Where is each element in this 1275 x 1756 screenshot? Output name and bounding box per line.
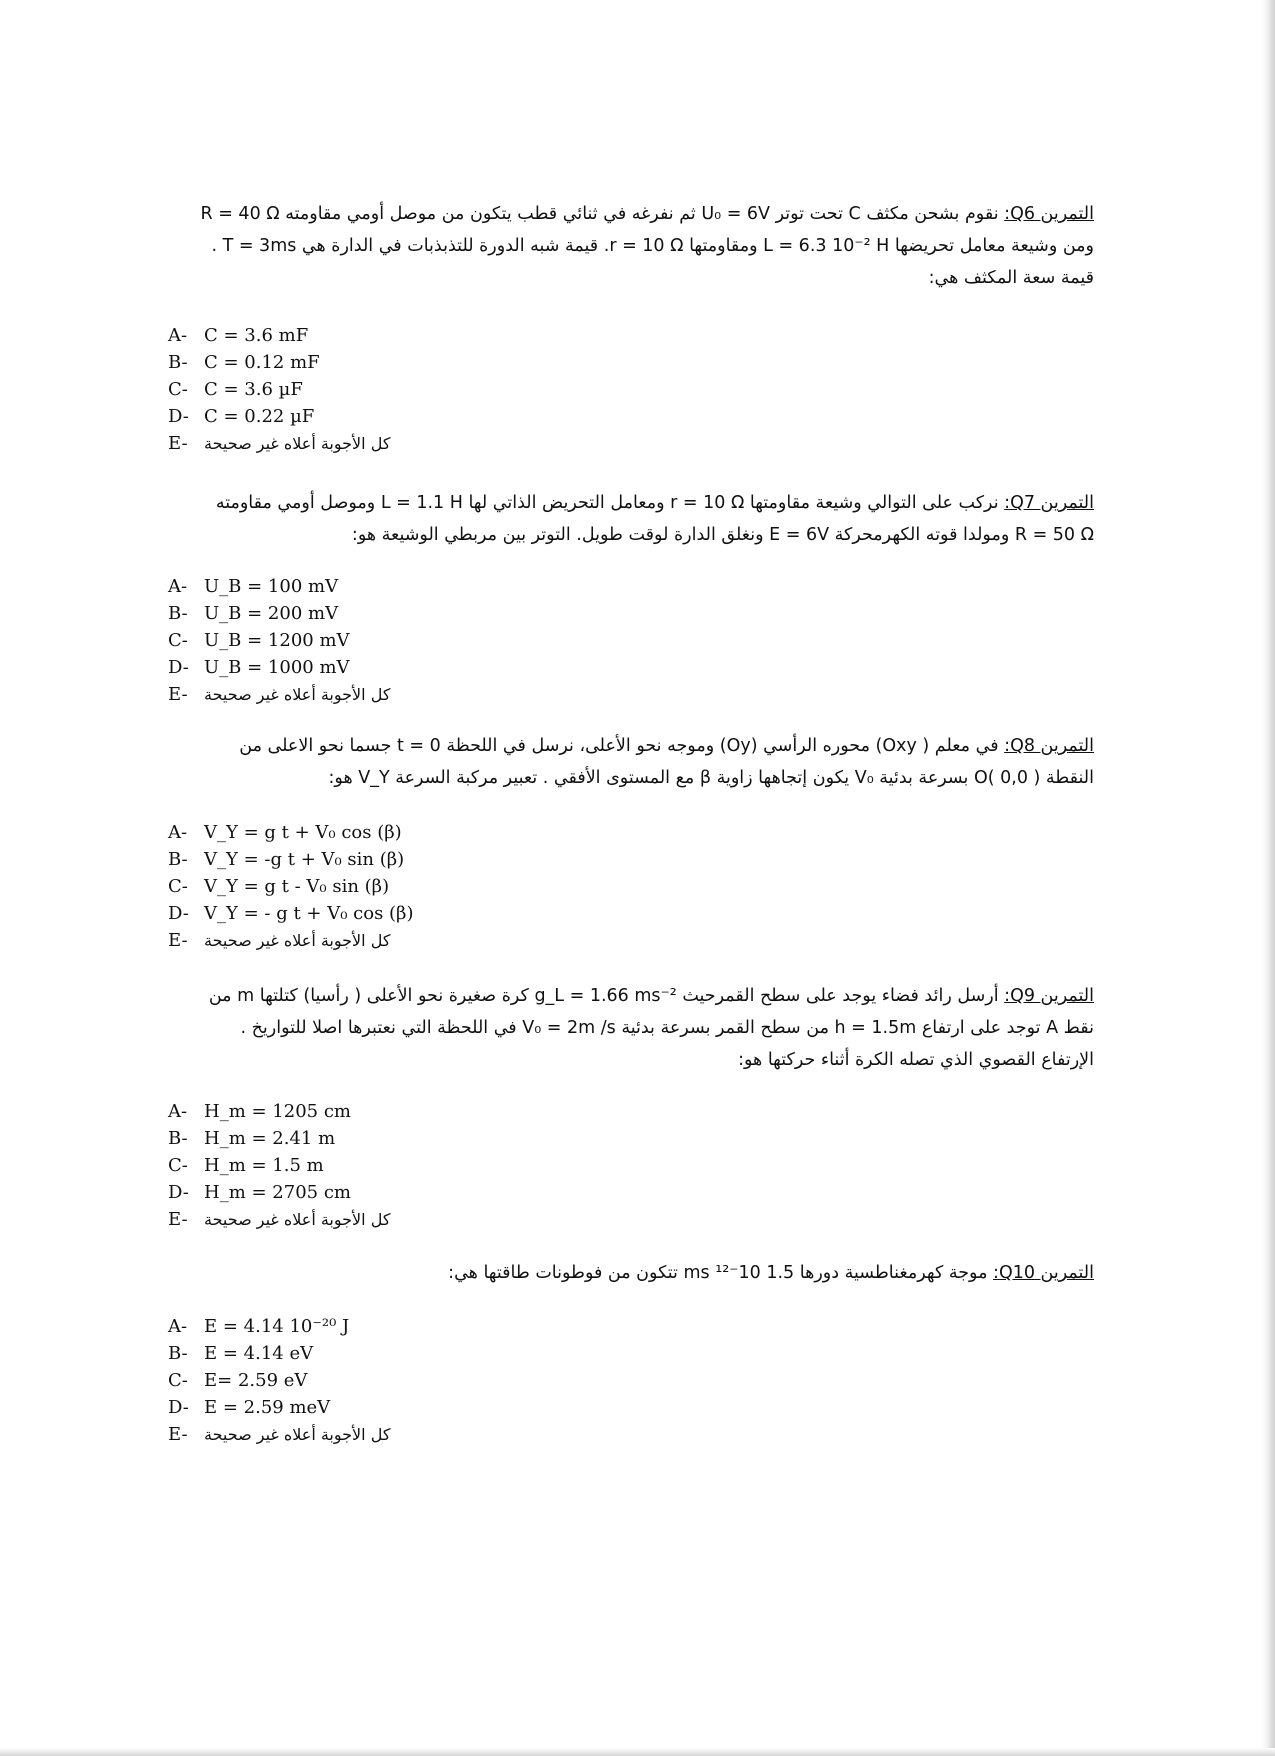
option-c[interactable]: C- V_Y = g t - V₀ sin (β)	[168, 876, 390, 897]
option-e[interactable]: E- كل الأجوبة أعلاه غير صحيحة	[168, 1424, 391, 1445]
option-d[interactable]: D- E = 2.59 meV	[168, 1397, 331, 1418]
question-q7	[140, 487, 1094, 705]
question-q6	[140, 198, 1094, 454]
option-b[interactable]: B- C = 0.12 mF	[168, 352, 320, 373]
option-d[interactable]: D- V_Y = - g t + V₀ cos (β)	[168, 903, 414, 924]
option-b[interactable]: B- U_B = 200 mV	[168, 603, 339, 624]
question-q8	[140, 730, 1094, 951]
option-b[interactable]: B- H_m = 2.41 m	[168, 1128, 336, 1149]
question-label: التمرين Q6:	[1004, 204, 1094, 224]
question-q9	[140, 980, 1094, 1230]
option-c[interactable]: C- U_B = 1200 mV	[168, 630, 350, 651]
question-line: التمرين Q10: موجة كهرمغناطسية دورها 1.5 10⁻¹² ms تتكون من فوطونات طاقتها هي:	[448, 1263, 1094, 1283]
question-text	[140, 198, 1094, 294]
option-c[interactable]: C- E= 2.59 eV	[168, 1370, 308, 1391]
answer-options	[168, 322, 390, 457]
answer-options	[168, 819, 413, 954]
question-line: التمرين Q9: أرسل رائد فضاء يوجد على سطح القمرحيث g_L = 1.66 ms⁻² كرة صغيرة نحو الأعلى ( رأسيا) كتلتها m من	[208, 986, 1094, 1006]
option-d[interactable]: D- U_B = 1000 mV	[168, 657, 350, 678]
answer-options	[168, 573, 390, 708]
question-text	[140, 980, 1094, 1076]
option-a[interactable]: A- U_B = 100 mV	[168, 576, 339, 597]
question-label: التمرين Q10:	[993, 1263, 1094, 1283]
question-text	[140, 1257, 1094, 1289]
question-line: ومن وشيعة معامل تحريضها L = 6.3 10⁻² H ومقاومتها r = 10 Ω. قيمة شبه الدورة للتذبذبات في الدارة هي T = 3ms .	[211, 236, 1094, 256]
answer-options	[168, 1098, 390, 1233]
question-line: الإرتفاع القصوي الذي تصله الكرة أثناء حركتها هو:	[738, 1050, 1094, 1070]
question-q10	[140, 1257, 1094, 1445]
option-e[interactable]: E- كل الأجوبة أعلاه غير صحيحة	[168, 684, 391, 705]
scan-bottom-shadow	[0, 1748, 1275, 1756]
option-e[interactable]: E- كل الأجوبة أعلاه غير صحيحة	[168, 930, 391, 951]
question-label: التمرين Q9:	[1004, 986, 1094, 1006]
question-line: التمرين Q7: نركب على التوالي وشيعة مقاومتها r = 10 Ω ومعامل التحريض الذاتي لها L = 1.1 H وموصل أومي مقاومته	[215, 493, 1094, 513]
question-text	[140, 730, 1094, 794]
question-text	[140, 487, 1094, 551]
option-a[interactable]: A- C = 3.6 mF	[168, 325, 309, 346]
question-line: قيمة سعة المكثف هي:	[928, 268, 1094, 288]
option-e[interactable]: E- كل الأجوبة أعلاه غير صحيحة	[168, 1209, 391, 1230]
question-line: النقطة O( 0,0 ) بسرعة بدئية V₀ يكون إتجاهها زاوية β مع المستوى الأفقي . تعبير مركبة السرعة V_Y هو:	[328, 768, 1094, 788]
question-line: R = 50 Ω ومولدا قوته الكهرمحركة E = 6V ونغلق الدارة لوقت طويل. التوتر بين مربطي الوشيعة هو:	[351, 525, 1094, 545]
option-a[interactable]: A- E = 4.14 10⁻²⁰ J	[168, 1316, 350, 1337]
answer-options	[168, 1313, 390, 1448]
option-d[interactable]: D- H_m = 2705 cm	[168, 1182, 351, 1203]
option-a[interactable]: A- H_m = 1205 cm	[168, 1101, 351, 1122]
question-line: التمرين Q8: في معلم ( Oxy) محوره الرأسي (Oy) وموجه نحو الأعلى، نرسل في اللحظة t = 0 جسما نحو الاعلى من	[239, 736, 1094, 756]
option-a[interactable]: A- V_Y = g t + V₀ cos (β)	[168, 822, 402, 843]
question-label: التمرين Q7:	[1004, 493, 1094, 513]
question-label: التمرين Q8:	[1004, 736, 1094, 756]
question-line: نقط A توجد على ارتفاع h = 1.5m من سطح القمر بسرعة بدئية V₀ = 2m /s في اللحظة التي نعتبرها اصلا للتواريخ .	[240, 1018, 1094, 1038]
option-c[interactable]: C- H_m = 1.5 m	[168, 1155, 324, 1176]
scan-edge-shadow	[1261, 0, 1275, 1756]
option-c[interactable]: C- C = 3.6 µF	[168, 379, 303, 400]
option-d[interactable]: D- C = 0.22 µF	[168, 406, 315, 427]
option-e[interactable]: E- كل الأجوبة أعلاه غير صحيحة	[168, 433, 391, 454]
option-b[interactable]: B- V_Y = -g t + V₀ sin (β)	[168, 849, 405, 870]
option-b[interactable]: B- E = 4.14 eV	[168, 1343, 314, 1364]
question-line: التمرين Q6: نقوم بشحن مكثف C تحت توتر U₀ = 6V ثم نفرغه في ثنائي قطب يتكون من موصل أومي مقاومته R = 40 Ω	[200, 204, 1094, 224]
